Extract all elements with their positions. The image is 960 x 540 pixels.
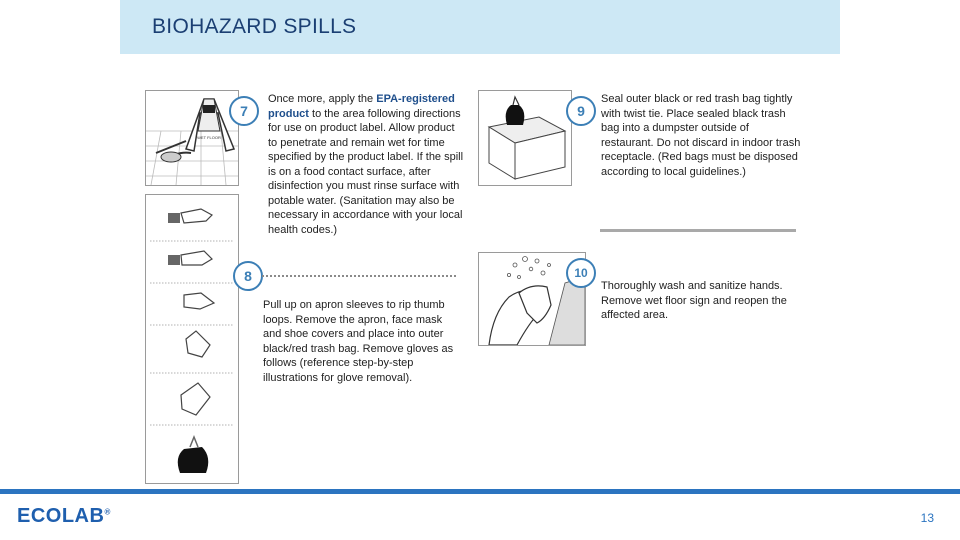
illustration-step-9 <box>478 90 572 186</box>
trash-box-icon <box>479 91 571 185</box>
epa-registered-product-highlight: EPA-registered product <box>268 93 455 120</box>
page-number: 13 <box>920 511 934 525</box>
illustration-step-8 <box>145 194 239 484</box>
glove-removal-icon <box>146 195 238 483</box>
step-9-text: Seal outer black or red trash bag tightly with twist tie. Place sealed black trash bag into a dumpster outside of restaurant. Do not discard in indoor trash receptacle. (Red bags must be disposed according to local guidelines.) <box>601 93 801 178</box>
step-divider <box>262 275 456 277</box>
step-number-8: 8 <box>233 261 263 291</box>
svg-text:WET FLOOR: WET FLOOR <box>197 135 221 140</box>
page-title: BIOHAZARD SPILLS <box>152 15 357 38</box>
step-number-9: 9 <box>566 96 596 126</box>
section-separator <box>600 229 796 232</box>
step-10-text: Thoroughly wash and sanitize hands. Remove wet floor sign and reopen the affected area. <box>601 280 787 321</box>
step-number-10: 10 <box>566 258 596 288</box>
step-number-7: 7 <box>229 96 259 126</box>
title-bar <box>120 0 840 54</box>
step-7-text: Once more, apply the EPA-registered product to the area following directions for use on product label. Allow product to penetrate and remain wet for time specified by the product label. If the spill is on a food contact surface, after disinfection you must rinse surface with potable water. (Sanitation may also be necessary in accordance with your local health codes.) <box>268 93 464 236</box>
footer-rule <box>0 489 960 494</box>
ecolab-logo: ECOLAB® <box>17 505 111 527</box>
illustration-step-7 <box>145 90 239 186</box>
registered-mark-icon: ® <box>104 507 111 517</box>
wet-floor-sign-icon <box>146 91 238 185</box>
step-8-text: Pull up on apron sleeves to rip thumb loops. Remove the apron, face mask and shoe covers and place into outer black/red trash bag. Remove gloves as follows (reference step-by-step illustrations for glove removal). <box>263 299 454 384</box>
